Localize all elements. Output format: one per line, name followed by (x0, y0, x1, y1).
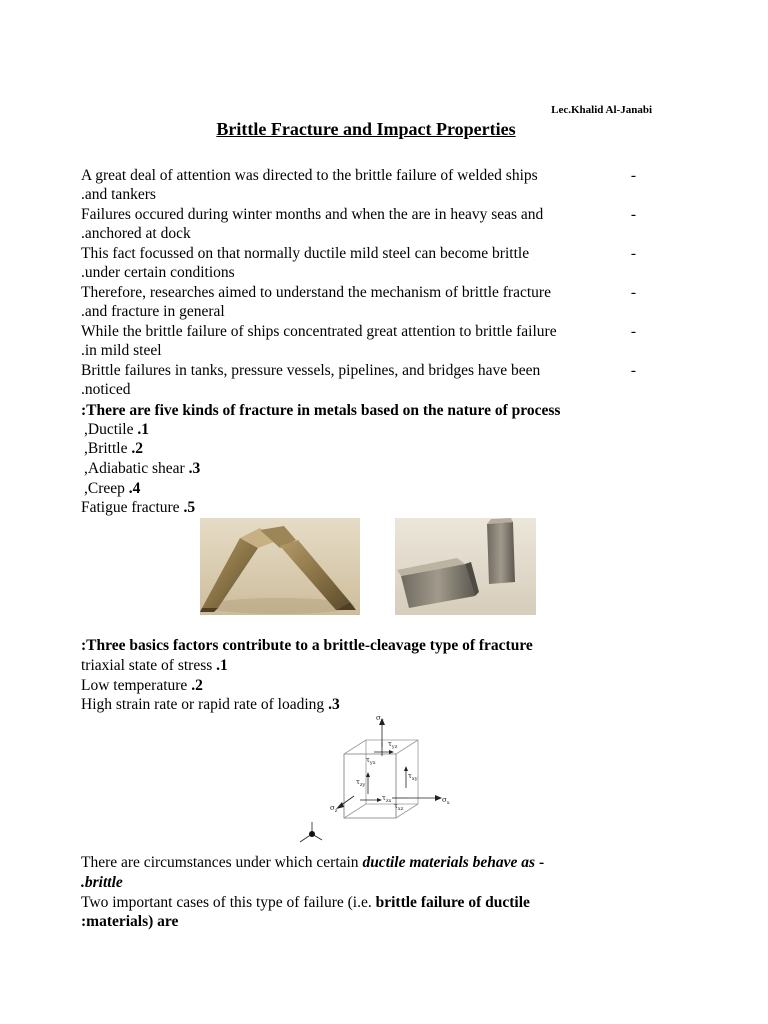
paragraph-4-line: Therefore, researches aimed to understand the mechanism of brittle fracture (81, 284, 551, 301)
fracture-kind-number: .4 (128, 480, 141, 497)
tau-xy-label (408, 772, 418, 782)
paragraph-3-line: This fact focussed on that normally ductile mild steel can become brittle (81, 245, 530, 262)
bent-bar-photo-image (200, 518, 360, 615)
tau-zy-label (356, 778, 366, 788)
closing-paragraph-1-text: There are circumstances under which certain (81, 854, 363, 871)
paragraph-2-line: Failures occured during winter months and when the are in heavy seas and (81, 206, 544, 223)
sigma-y-sub: y (380, 718, 384, 724)
sigma-z-sub: z (334, 808, 338, 814)
tau-xz-sub: xz (397, 806, 404, 812)
tau-yx-label (366, 756, 376, 766)
fracture-kind-number: .1 (137, 421, 149, 438)
fracture-kind-item (84, 439, 143, 458)
factor-text: triaxial state of stress (81, 657, 217, 674)
bent-bar-photo (200, 518, 360, 615)
closing-paragraph-2-text: Two important cases of this type of failure (i.e. (81, 894, 376, 911)
fracture-kind-text: Fatigue fracture (81, 499, 184, 516)
fracture-kind-item (84, 459, 200, 478)
fracture-kind-number: .3 (188, 460, 201, 477)
fracture-kind-number: .2 (131, 440, 143, 457)
paragraph-3 (81, 244, 636, 263)
sigma-y-label (376, 714, 384, 724)
square-bars-photo (395, 518, 536, 615)
page-title: Brittle Fracture and Impact Properties (216, 119, 516, 139)
sigma-y-symbol: σ (376, 714, 381, 722)
tau-xz-symbol: τ (394, 802, 398, 810)
tau-zy-sub: zy (359, 782, 366, 788)
tau-yx-symbol: τ (366, 756, 370, 764)
tau-yz-label (388, 740, 398, 750)
paragraph-1-cont: .and tankers (81, 186, 156, 203)
fracture-kind-item (84, 479, 140, 498)
factor-item (81, 676, 203, 695)
fracture-kind-text: ,Brittle (84, 440, 132, 457)
paragraph-2-cont: .anchored at dock (81, 225, 191, 242)
paragraph-1 (81, 166, 636, 185)
factors-heading: :Three basics factors contribute to a brittle-cleavage type of fracture (81, 637, 533, 654)
fracture-kind-item (84, 420, 149, 439)
closing-paragraph-2 (81, 893, 530, 912)
sigma-z-label (330, 804, 338, 814)
square-bars-photo-image (395, 518, 536, 615)
stress-element-diagram (288, 712, 458, 846)
factor-text: Low temperature (81, 677, 192, 694)
paragraph-6-cont: .noticed (81, 381, 131, 398)
paragraph-6-dash: - (630, 362, 636, 379)
fracture-kind-text: ,Ductile (84, 421, 138, 438)
tau-xz-label (394, 802, 404, 812)
closing-paragraph-1-cont: .brittle (81, 874, 123, 891)
fracture-kind-text: ,Adiabatic shear (84, 460, 189, 477)
factor-text: High strain rate or rapid rate of loading (81, 696, 329, 713)
fracture-kind-item (81, 498, 195, 517)
tau-yz-symbol: τ (388, 740, 392, 748)
paragraph-4-dash: - (630, 284, 636, 301)
sigma-x-label (442, 796, 450, 806)
author-name: Lec.Khalid Al-Janabi (551, 104, 652, 116)
paragraph-4 (81, 283, 636, 302)
paragraph-5-line: While the brittle failure of ships concentrated great attention to brittle failure (81, 323, 557, 340)
closing-paragraph-1-emphasis: ductile materials behave as (362, 854, 536, 871)
tau-zy-symbol: τ (356, 778, 360, 786)
closing-paragraph-2-emphasis: brittle failure of ductile (375, 894, 530, 911)
tau-yx-sub: yx (369, 760, 376, 766)
paragraph-2 (81, 205, 636, 224)
tau-zx-sub: zx (385, 798, 392, 804)
tau-xy-symbol: τ (408, 772, 412, 780)
closing-paragraph-1 (81, 853, 544, 872)
factor-number: .3 (328, 696, 340, 713)
paragraph-4-cont: .and fracture in general (81, 303, 225, 320)
closing-paragraph-1-dash: - (535, 854, 545, 871)
fracture-kind-text: ,Creep (84, 480, 129, 497)
factor-number: .1 (216, 657, 228, 674)
tau-zx-label (382, 794, 392, 804)
paragraph-5-cont: .in mild steel (81, 342, 162, 359)
tau-xy-sub: xy (411, 776, 418, 782)
paragraph-2-dash: - (630, 206, 636, 223)
tau-yz-sub: yz (391, 744, 398, 750)
fracture-kind-number: .5 (183, 499, 196, 516)
tau-zx-symbol: τ (382, 794, 386, 802)
sigma-z-symbol: σ (330, 804, 335, 812)
sigma-x-sub: x (446, 800, 450, 806)
paragraph-3-dash: - (630, 245, 636, 262)
factor-item (81, 656, 228, 675)
fracture-kinds-heading: :There are five kinds of fracture in metals based on the nature of process (81, 402, 561, 419)
factor-number: .2 (191, 677, 203, 694)
paragraph-5 (81, 322, 636, 341)
closing-paragraph-2-cont: :materials) are (81, 913, 179, 930)
paragraph-5-dash: - (630, 323, 636, 340)
paragraph-1-line: A great deal of attention was directed to the brittle failure of welded ships (81, 167, 538, 184)
paragraph-6 (81, 361, 636, 380)
sigma-x-symbol: σ (442, 796, 447, 804)
stress-element-svg (288, 712, 458, 846)
paragraph-1-dash: - (630, 167, 636, 184)
paragraph-3-cont: .under certain conditions (81, 264, 235, 281)
paragraph-6-line: Brittle failures in tanks, pressure vessels, pipelines, and bridges have been (81, 362, 541, 379)
